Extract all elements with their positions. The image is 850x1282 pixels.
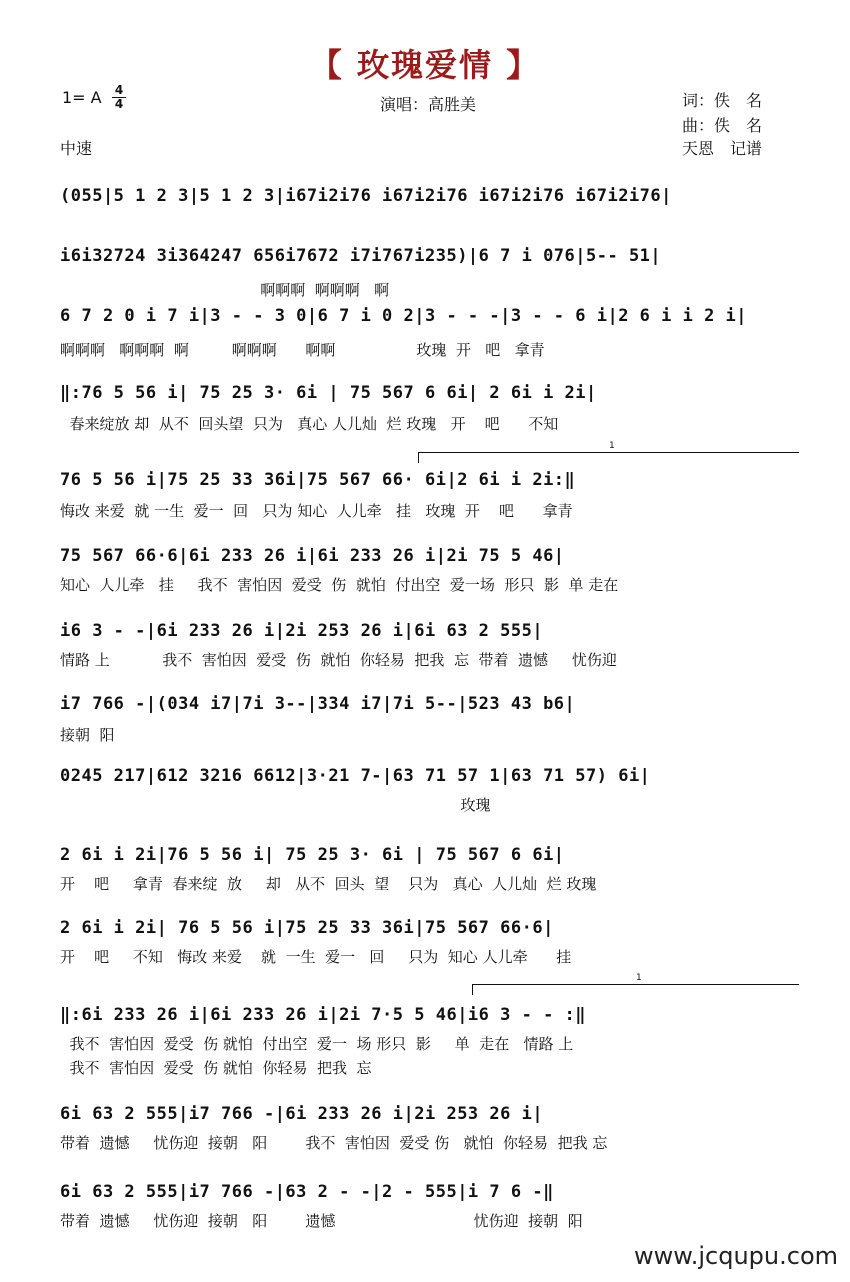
volta-number: 1 [609,441,615,451]
notes-line: 0245 217|612 3216 6612|3·21 7-|63 71 57 1|63 71 57) 6i| [60,766,651,786]
notes-line: 75 567 66·6|6i 233 26 i|6i 233 26 i|2i 75 5 46| [60,546,565,566]
time-signature-top: 4 [114,83,124,97]
notes-line: (055|5 1 2 3|5 1 2 3|i67i2i76 i67i2i76 i67i2i76 i67i2i76| [60,186,672,206]
notes-line: i6 3 - -|6i 233 26 i|2i 253 26 i|6i 63 2 555| [60,621,544,641]
lyrics-line: 我不 害怕因 爱受 伤 就怕 付出空 爱一 场 形只 影 单 走在 情路 上 [60,1035,574,1053]
composer: 曲：佚 名 [682,116,763,135]
time-signature [112,85,126,110]
lyrics-line: 春来绽放 却 从不 回头望 只为 真心 人儿灿 烂 玫瑰 开 吧 不知 [60,415,559,433]
recorder: 天恩 记谱 [682,139,763,158]
lyrics-line: 开 吧 不知 悔改 来爱 就 一生 爱一 回 只为 知心 人儿牵 挂 [60,948,572,966]
lyricist: 词：佚 名 [682,91,763,110]
lyrics-line: 啊啊啊 啊啊啊 啊 [60,281,390,299]
key-signature: 1= A [62,88,102,107]
lyrics-line: 带着 遗憾 忧伤迎 接朝 阳 遗憾 忧伤迎 接朝 阳 [60,1212,583,1230]
tempo-marking: 中速 [60,139,93,158]
time-signature-bottom: 4 [114,97,124,111]
notes-line: 6i 63 2 555|i7 766 -|6i 233 26 i|2i 253 26 i| [60,1104,544,1124]
notes-line: 2 6i i 2i| 76 5 56 i|75 25 33 36i|75 567 66·6| [60,918,554,938]
lyrics-line: 带着 遗憾 忧伤迎 接朝 阳 我不 害怕因 爱受 伤 就怕 你轻易 把我 忘 [60,1134,608,1152]
lyrics-line: 知心 人儿牵 挂 我不 害怕因 爱受 伤 就怕 付出空 爱一场 形只 影 单 走在 [60,576,619,594]
lyrics-line: 接朝 阳 [60,726,115,744]
notes-line: i6i32724 3i364247 656i7672 i7i767i235)|6 7 i 076|5-- 51| [60,246,662,266]
lyrics-line-verse-2: 我不 害怕因 爱受 伤 就怕 你轻易 把我 忘 [60,1059,372,1077]
notes-line: 76 5 56 i|75 25 33 36i|75 567 66· 6i|2 6i i 2i:‖ [60,470,576,490]
lyrics-line: 玫瑰 [60,796,491,814]
notes-line: 6 7 2 0 i 7 i|3 - - 3 0|6 7 i 0 2|3 - - -|3 - - 6 i|2 6 i i 2 i| [60,306,748,326]
notes-line: 2 6i i 2i|76 5 56 i| 75 25 3· 6i | 75 567 6 6i| [60,845,565,865]
volta-ending [472,973,799,995]
lyrics-line: 情路 上 我不 害怕因 爱受 伤 就怕 你轻易 把我 忘 带着 遗憾 忧伤迎 [60,651,617,669]
notes-line: ‖:6i 233 26 i|6i 233 26 i|2i 7·5 5 46|i6 3 - - :‖ [60,1005,587,1025]
volta-number: 1 [636,973,642,983]
lyrics-line: 开 吧 拿青 春来绽 放 却 从不 回头 望 只为 真心 人儿灿 烂 玫瑰 [60,875,597,893]
notes-line: i7 766 -|(034 i7|7i 3--|334 i7|7i 5--|523 43 b6| [60,694,576,714]
lyrics-line: 悔改 来爱 就 一生 爱一 回 只为 知心 人儿牵 挂 玫瑰 开 吧 拿青 [60,502,573,520]
song-title: 【 玫瑰爱情 】 [309,46,541,84]
singer: 演唱：高胜美 [380,95,477,114]
lyrics-line: 啊啊啊 啊啊啊 啊 啊啊啊 啊啊 玫瑰 开 吧 拿青 [60,341,545,359]
volta-ending [418,441,799,463]
notes-line: ‖:76 5 56 i| 75 25 3· 6i | 75 567 6 6i| 2 6i i 2i| [60,383,597,403]
notes-line: 6i 63 2 555|i7 766 -|63 2 - -|2 - 555|i 7 6 -‖ [60,1182,554,1202]
site-watermark: www.jcqupu.com [634,1242,838,1270]
